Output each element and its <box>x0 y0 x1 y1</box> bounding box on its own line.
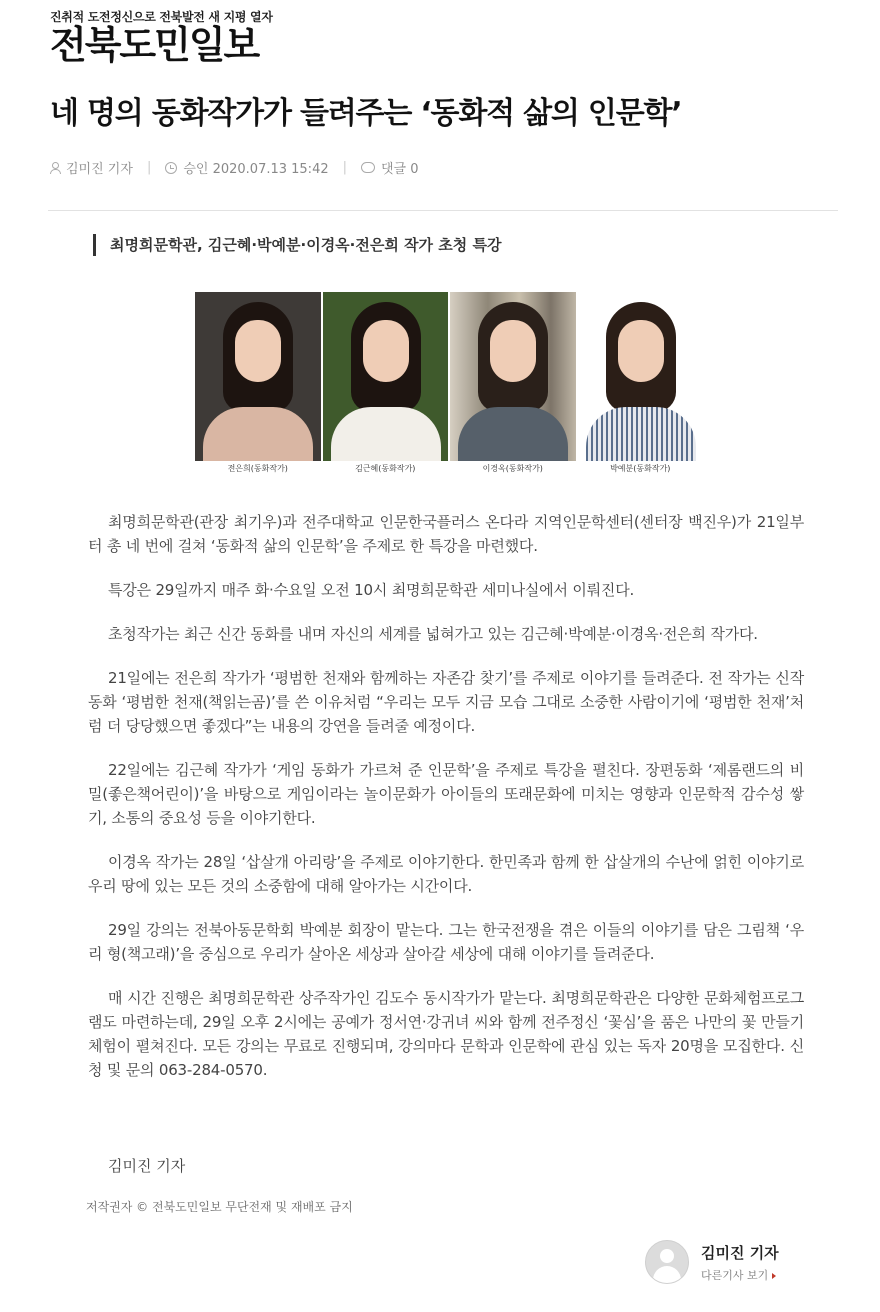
meta-divider: | <box>342 160 347 175</box>
photo-caption: 이경옥(동화작가) <box>450 461 576 477</box>
photo-caption: 김근혜(동화작가) <box>323 461 449 477</box>
author-photo <box>450 292 576 477</box>
paragraph: 매 시간 진행은 최명희문학관 상주작가인 김도수 동시작가가 맡는다. 최명희문학관은 다양한 문화체험프로그램도 마련하는데, 29일 오후 2시에는 공예가 정서연·강귀녀 씨와 함께 전주정신 ‘꽃심’을 품은 나만의 꽃 만들기 체험이 펼쳐진다. 모든 강의는 무료로 진행되며, 강의마다 문학과 인문학에 관심 있는 독자 20명을 모집한다. 신청 및 문의 063-284-0570. <box>88 989 804 1079</box>
author-photo <box>578 292 704 477</box>
article-byline: 김미진 기자 <box>108 1157 186 1175</box>
article-body <box>88 510 804 1102</box>
user-icon <box>50 162 60 174</box>
paragraph: 21일에는 전은희 작가가 ‘평범한 천재와 함께하는 자존감 찾기’를 주제로 이야기를 들려준다. 전 작가는 신작 동화 ‘평범한 천재(책읽는곰)’를 쓴 이유처럼 “우리는 모두 지금 모습 그대로 소중한 사람이기에 ‘평범한 천재’처럼 더 당당했으면 좋겠다”는 내용의 강연을 들려줄 예정이다. <box>88 669 804 735</box>
avatar[interactable] <box>645 1240 689 1284</box>
paragraph: 29일 강의는 전북아동문학회 박예분 회장이 맡는다. 그는 한국전쟁을 겪은 이들의 이야기를 담은 그림책 ‘우리 형(책고래)’을 중심으로 우리가 살아온 세상과 살아갈 세상에 대해 이야기를 들려준다. <box>88 921 804 963</box>
author-photos <box>195 292 705 477</box>
meta-divider: | <box>146 160 152 175</box>
header-divider <box>48 210 838 211</box>
paragraph: 초청작가는 최근 신간 동화를 내며 자신의 세계를 넓혀가고 있는 김근혜·박예분·이경옥·전은희 작가다. <box>108 625 758 643</box>
author-name[interactable]: 김미진 기자 <box>66 162 133 177</box>
more-articles-label[interactable]: 다른기사 보기 <box>701 1268 769 1282</box>
photo-caption: 전은희(동화작가) <box>195 461 321 477</box>
newspaper-logo[interactable]: 전북도민일보 <box>50 22 259 67</box>
date-meta <box>165 158 328 177</box>
approved-date: 승인 2020.07.13 15:42 <box>183 162 329 177</box>
paragraph: 최명희문학관(관장 최기우)과 전주대학교 인문한국플러스 온다라 지역인문학센터(센터장 백진우)가 21일부터 총 네 번에 걸쳐 ‘동화적 삶의 인문학’을 주제로 한 특강을 마련했다. <box>88 513 804 555</box>
masthead <box>50 8 350 65</box>
photo-caption: 박예분(동화작가) <box>578 461 704 477</box>
clock-icon <box>165 162 177 174</box>
author-photo <box>195 292 321 477</box>
comment-icon <box>361 162 375 173</box>
article-headline: 네 명의 동화작가가 들려주는 ‘동화적 삶의 인문학’ <box>50 96 682 131</box>
author-meta <box>50 158 133 177</box>
paragraph: 22일에는 김근혜 작가가 ‘게임 동화가 가르쳐 준 인문학’을 주제로 특강을 펼친다. 장편동화 ‘제롬랜드의 비밀(좋은책어린이)’을 바탕으로 게임이라는 놀이문화가 아이들의 또래문화에 미치는 영향과 인문학적 감수성 쌓기, 소통의 중요성 등을 이야기한다. <box>88 761 804 827</box>
slogan: 진취적 도전정신으로 전북발전 새 지평 열자 <box>50 10 273 24</box>
reporter-name[interactable]: 김미진 기자 <box>701 1243 779 1262</box>
caret-right-icon <box>772 1273 776 1279</box>
paragraph: 특강은 29일까지 매주 화·수요일 오전 10시 최명희문학관 세미나실에서 이뤄진다. <box>108 581 635 599</box>
comment-count[interactable]: 댓글 0 <box>381 162 419 177</box>
more-articles-link[interactable] <box>701 1267 779 1283</box>
reporter-box[interactable] <box>645 1240 779 1284</box>
copyright-notice: 저작권자 © 전북도민일보 무단전재 및 재배포 금지 <box>86 1200 353 1214</box>
paragraph: 이경옥 작가는 28일 ‘삽살개 아리랑’을 주제로 이야기한다. 한민족과 함께 한 삽살개의 수난에 얽힌 이야기로 우리 땅에 있는 모든 것의 소중함에 대해 알아가는 시간이다. <box>88 853 804 895</box>
article-meta <box>50 158 419 177</box>
comment-meta[interactable] <box>361 158 419 177</box>
author-photo <box>323 292 449 477</box>
article-subhead: 최명희문학관, 김근혜·박예분·이경옥·전은희 작가 초청 특강 <box>93 234 501 256</box>
